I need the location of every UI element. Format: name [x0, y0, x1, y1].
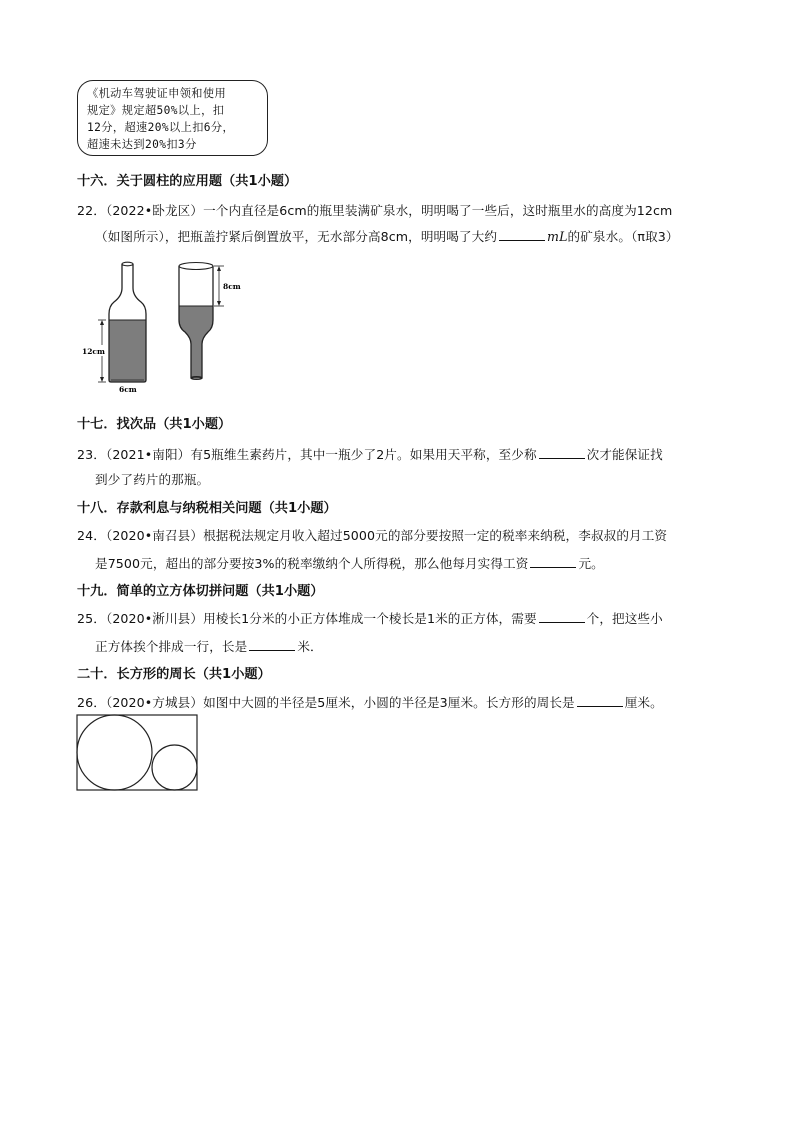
answer-blank[interactable]: [499, 228, 545, 241]
rectangle: [77, 715, 197, 790]
section-heading-19: 十九．简单的立方体切拼问题（共1小题）: [77, 584, 324, 599]
label-6cm: 6cm: [119, 385, 137, 394]
answer-blank[interactable]: [539, 610, 585, 623]
question-25-line-2: [95, 636, 323, 655]
question-23-text-a: 23．（2021•南阳）有5瓶维生素药片，其中一瓶少了2片。如果用天平称，至少称: [77, 447, 537, 462]
question-25-text-a2: 正方体挨个排成一行，长是: [95, 639, 248, 654]
question-25-text-b2: 米．: [297, 639, 323, 654]
circles-rectangle-figure: [76, 714, 200, 794]
label-8cm: 8cm: [223, 282, 241, 291]
question-25-line-1: [77, 608, 663, 627]
callout-line: 《机动车驾驶证申领和使用: [87, 87, 227, 100]
answer-blank[interactable]: [530, 555, 576, 568]
section-heading-16: 十六．关于圆柱的应用题（共1小题）: [77, 174, 298, 189]
answer-blank[interactable]: [249, 638, 295, 651]
question-24-text-b: 元。: [578, 556, 604, 571]
question-25-text-b: 个，把这些小: [586, 611, 663, 626]
bottle-figure: [78, 258, 258, 394]
question-23-line-2: 到少了药片的那瓶。: [95, 472, 210, 487]
unit-ml: mL: [547, 229, 568, 244]
callout-line: 规定》规定超50%以上，扣: [87, 104, 225, 117]
upright-bottle: [81, 262, 146, 394]
question-26-text-a: 26．（2020•方城县）如图中大圆的半径是5厘米，小圆的半径是3厘米。长方形的周长是: [77, 695, 575, 710]
callout-line: 超速未达到20%扣3分: [87, 138, 197, 151]
answer-blank[interactable]: [577, 694, 623, 707]
question-26-line-1: [77, 692, 663, 711]
section-heading-17: 十七．找次品（共1小题）: [77, 417, 232, 432]
question-24-line-1: 24．（2020•南召县）根据税法规定月收入超过5000元的部分要按照一定的税率来纳税，李叔叔的月工资: [77, 528, 668, 543]
inverted-bottle: [179, 263, 241, 380]
answer-blank[interactable]: [539, 446, 585, 459]
section-heading-18: 十八．存款利息与纳税相关问题（共1小题）: [77, 501, 337, 516]
question-24-text-a: 是7500元，超出的部分要按3%的税率缴纳个人所得税，那么他每月实得工资: [95, 556, 529, 571]
question-22-text-b: 的矿泉水。（π取3）: [567, 229, 679, 244]
large-circle: [77, 715, 152, 790]
question-25-text-a: 25．（2020•淅川县）用棱长1分米的小正方体堆成一个棱长是1米的正方体，需要: [77, 611, 537, 626]
question-22-line-2: [95, 226, 679, 245]
question-22-text-a: （如图所示），把瓶盖拧紧后倒置放平，无水部分高8cm，明明喝了大约: [95, 229, 498, 244]
label-12cm: 12cm: [82, 347, 105, 356]
question-26-text-b: 厘米。: [624, 695, 663, 710]
section-heading-20: 二十．长方形的周长（共1小题）: [77, 667, 271, 682]
question-23-text-b: 次才能保证找: [586, 447, 663, 462]
question-22-line-1: 22．（2022•卧龙区）一个内直径是6cm的瓶里装满矿泉水，明明喝了一些后，这时瓶里水的高度为12cm: [77, 203, 673, 218]
question-24-line-2: [95, 553, 604, 572]
callout-line: 12分，超速20%以上扣6分，: [87, 121, 235, 134]
regulation-callout: [77, 80, 268, 156]
question-23-line-1: [77, 444, 663, 463]
small-circle: [152, 745, 197, 790]
